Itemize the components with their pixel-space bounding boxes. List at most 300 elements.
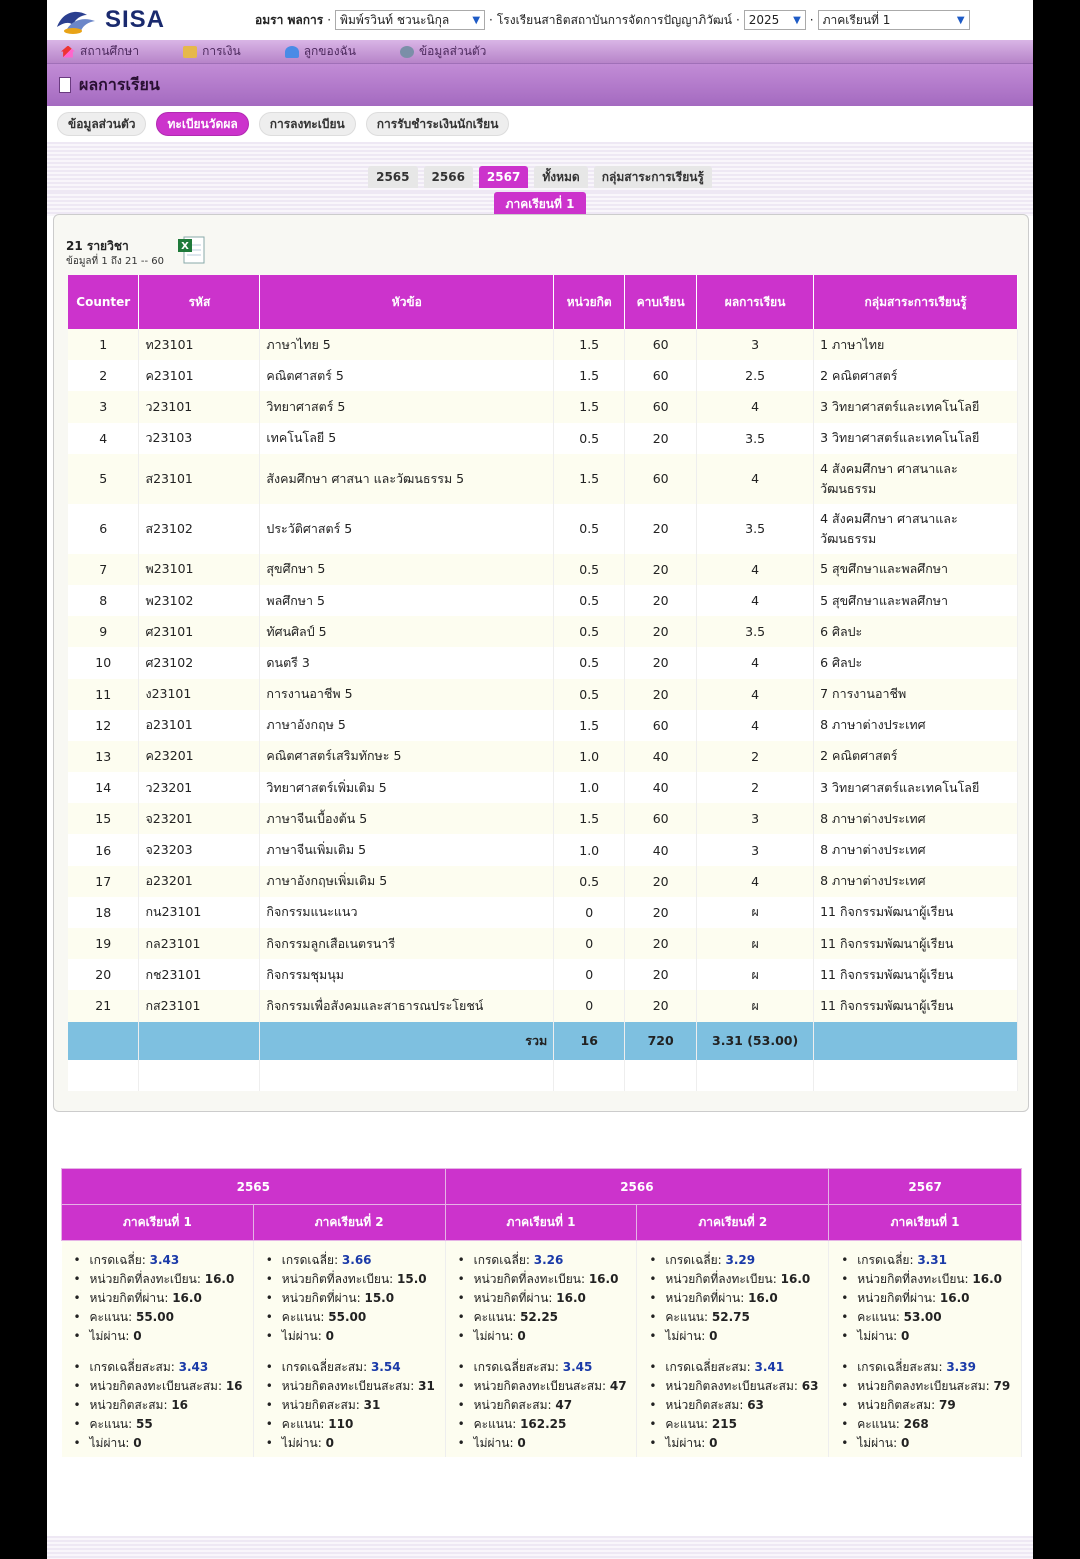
summary-score-label: คะแนน:: [89, 1310, 136, 1324]
cell-result: 2: [697, 741, 814, 772]
summary-gpa-label: เกรดเฉลี่ย:: [89, 1253, 150, 1267]
table-row[interactable]: [68, 866, 1018, 897]
summary-gpa: [839, 1251, 1017, 1270]
summary-cum-gpa-value: 3.41: [754, 1360, 785, 1374]
summary-passed-value: 16.0: [172, 1291, 202, 1305]
cell-subject: เทคโนโลยี 5: [260, 423, 554, 454]
summary-score-value: 52.25: [520, 1310, 559, 1324]
cell-subject-group: 4 สังคมศึกษา ศาสนาและวัฒนธรรม: [814, 454, 1018, 504]
cell-code: จ23201: [139, 803, 260, 834]
summary-passed-label: หน่วยกิตที่ผ่าน:: [281, 1291, 365, 1305]
cell-counter: 11: [68, 679, 139, 710]
cell-subject: วิทยาศาสตร์เพิ่มเติม 5: [260, 772, 554, 803]
cell-subject: พลศึกษา 5: [260, 585, 554, 616]
summary-cum-registered-value: 16: [225, 1379, 243, 1393]
year-tab-2565[interactable]: 2565: [368, 166, 417, 188]
cell-subject: กิจกรรมชุมนุม: [260, 959, 554, 990]
summary-year-2565: 2565: [62, 1169, 446, 1205]
summary-cum-credits: [72, 1396, 249, 1415]
summary-cum-gpa-value: 3.45: [562, 1360, 593, 1374]
col-header-subject-group[interactable]: กลุ่มสาระการเรียนรู้: [814, 275, 1018, 329]
chevron-down-icon: ▼: [472, 14, 481, 26]
cell-subject-group: 2 คณิตศาสตร์: [814, 741, 1018, 772]
summary-cum-score: [839, 1415, 1017, 1434]
cell-counter: 2: [68, 360, 139, 391]
cell-credits: 0.5: [554, 866, 625, 897]
summary-gpa: [456, 1251, 633, 1270]
top-bar: [47, 0, 1033, 40]
cell-code: ศ23102: [139, 647, 260, 678]
summary-cum-score-value: 55: [135, 1417, 153, 1431]
summary-registered: [456, 1270, 633, 1289]
cell-subject-group: 4 สังคมศึกษา ศาสนาและวัฒนธรรม: [814, 504, 1018, 554]
cell-result: 2: [697, 772, 814, 803]
summary-gap: [72, 1346, 249, 1358]
cell-periods: 20: [625, 679, 697, 710]
summary-semester-cell: [445, 1241, 637, 1458]
table-header-row: [68, 275, 1018, 329]
cell-subject: กิจกรรมลูกเสือเนตรนารี: [260, 928, 554, 959]
summary-cum-gpa-value: 3.43: [178, 1360, 209, 1374]
year-tab-2567[interactable]: 2567: [479, 166, 528, 188]
cell-counter: 15: [68, 803, 139, 834]
svg-text:X: X: [181, 241, 189, 252]
summary-gap: [839, 1346, 1017, 1358]
summary-cum-failed-label: ไม่ผ่าน:: [857, 1436, 901, 1450]
cell-periods: 20: [625, 585, 697, 616]
cell-periods: 20: [625, 504, 697, 554]
cell-periods: 20: [625, 647, 697, 678]
table-row[interactable]: [68, 803, 1018, 834]
cell-counter: 18: [68, 897, 139, 928]
col-header-code[interactable]: รหัส: [139, 275, 260, 329]
summary-cum-failed-value: 0: [900, 1436, 910, 1450]
cell-code: ว23103: [139, 423, 260, 454]
summary-cum-credits: [456, 1396, 633, 1415]
summary-cum-failed: [839, 1434, 1017, 1453]
cell-subject: ภาษาอังกฤษเพิ่มเติม 5: [260, 866, 554, 897]
summary-cum-credits-value: 31: [363, 1398, 381, 1412]
summary-score-value: 55.00: [135, 1310, 174, 1324]
cell-code: กส23101: [139, 990, 260, 1021]
cell-subject: ภาษาไทย 5: [260, 329, 554, 360]
cell-subject-group: 6 ศิลปะ: [814, 647, 1018, 678]
summary-gpa-label: เกรดเฉลี่ย:: [665, 1253, 726, 1267]
summary-cum-failed-value: 0: [517, 1436, 526, 1450]
summary-semester-cell: [62, 1241, 254, 1458]
cell-code: กช23101: [139, 959, 260, 990]
table-row[interactable]: [68, 928, 1018, 959]
cell-periods: 60: [625, 360, 697, 391]
col-header-credits[interactable]: หน่วยกิต: [554, 275, 625, 329]
cell-subject: ประวัติศาสตร์ 5: [260, 504, 554, 554]
nav-profile[interactable]: [400, 42, 486, 61]
cell-subject-group: 11 กิจกรรมพัฒนาผู้เรียน: [814, 928, 1018, 959]
summary-cum-score: [647, 1415, 824, 1434]
cell-subject-group: 3 วิทยาศาสตร์และเทคโนโลยี: [814, 772, 1018, 803]
summary-failed: [839, 1327, 1017, 1346]
tab-profile[interactable]: ข้อมูลส่วนตัว: [57, 112, 146, 136]
cell-counter: 12: [68, 710, 139, 741]
table-row[interactable]: [68, 585, 1018, 616]
cell-counter: 9: [68, 616, 139, 647]
summary-cum-failed: [647, 1434, 824, 1453]
cell-code: ง23101: [139, 679, 260, 710]
summary-cum-score-label: คะแนน:: [665, 1417, 712, 1431]
summary-cum-credits-value: 16: [171, 1398, 189, 1412]
empty-cell: [139, 1060, 260, 1091]
summary-passed: [647, 1289, 824, 1308]
nav-school-label: สถานศึกษา: [80, 44, 140, 58]
cell-code: ค23201: [139, 741, 260, 772]
summary-failed: [647, 1327, 824, 1346]
summary-year-row: [62, 1169, 1022, 1205]
tab-assessment[interactable]: ทะเบียนวัดผล: [156, 112, 248, 136]
summary-registered-value: 15.0: [397, 1272, 427, 1286]
chevron-down-icon: ▼: [956, 14, 965, 26]
cell-periods: 20: [625, 928, 697, 959]
summary-list: [839, 1358, 1017, 1453]
summary-passed-value: 15.0: [364, 1291, 395, 1305]
summary-registered: [72, 1270, 249, 1289]
cell-result: ผ: [697, 928, 814, 959]
summary-cum-registered: [72, 1377, 249, 1396]
summary-cum-credits-value: 47: [555, 1398, 573, 1412]
summary-gap: [264, 1346, 441, 1358]
summary-score-value: 53.00: [903, 1310, 942, 1324]
cell-subject-group: 11 กิจกรรมพัฒนาผู้เรียน: [814, 959, 1018, 990]
cell-credits: 0: [554, 990, 625, 1021]
table-row[interactable]: [68, 772, 1018, 803]
cell-credits: 1.5: [554, 329, 625, 360]
bird-logo-icon: [53, 5, 105, 35]
summary-cum-score-value: 110: [328, 1417, 354, 1431]
table-row[interactable]: [68, 990, 1018, 1021]
cell-result: 3: [697, 329, 814, 360]
cell-code: อ23101: [139, 710, 260, 741]
empty-cell: [814, 1060, 1018, 1091]
summary-cum-credits-value: 79: [939, 1398, 956, 1412]
col-header-subject[interactable]: หัวข้อ: [260, 275, 554, 329]
cell-subject: การงานอาชีพ 5: [260, 679, 554, 710]
cell-credits: 0: [554, 897, 625, 928]
separator-dot: ·: [327, 13, 332, 27]
summary-cum-gpa-label: เกรดเฉลี่ยสะสม:: [89, 1360, 179, 1374]
cell-code: อ23201: [139, 866, 260, 897]
summary-cum-gpa-value: 3.39: [946, 1360, 976, 1374]
summary-registered-value: 16.0: [204, 1272, 235, 1286]
empty-cell: [68, 1060, 139, 1091]
summary-gpa-value: 3.66: [341, 1253, 372, 1267]
col-header-periods[interactable]: คาบเรียน: [625, 275, 697, 329]
summary-cum-score-label: คะแนน:: [89, 1417, 136, 1431]
table-row[interactable]: [68, 834, 1018, 865]
col-header-counter[interactable]: Counter: [68, 275, 139, 329]
summary-cum-credits-label: หน่วยกิตสะสม:: [89, 1398, 172, 1412]
summary-cum-registered-value: 47: [609, 1379, 627, 1393]
summary-registered-value: 16.0: [588, 1272, 619, 1286]
summary-failed-label: ไม่ผ่าน:: [665, 1329, 710, 1343]
excel-export-icon[interactable]: [176, 235, 206, 265]
nav-finance[interactable]: [183, 42, 241, 61]
cell-code: ว23101: [139, 391, 260, 422]
record-range: ข้อมูลที่ 1 ถึง 21 -- 60: [66, 256, 165, 267]
summary-registered-label: หน่วยกิตที่ลงทะเบียน:: [857, 1272, 973, 1286]
summary-failed-value: 0: [900, 1329, 910, 1343]
cell-credits: 1.5: [554, 803, 625, 834]
summary-cum-failed: [72, 1434, 249, 1453]
cell-result: 4: [697, 710, 814, 741]
folder-icon: [183, 46, 197, 58]
summary-passed-value: 16.0: [556, 1291, 586, 1305]
cell-subject-group: 1 ภาษาไทย: [814, 329, 1018, 360]
summary-registered: [264, 1270, 441, 1289]
summary-score: [456, 1308, 633, 1327]
tab-payment[interactable]: การรับชำระเงินนักเรียน: [366, 112, 510, 136]
cell-counter: 10: [68, 647, 139, 678]
summary-score-label: คะแนน:: [857, 1310, 904, 1324]
summary-list: [264, 1251, 441, 1346]
empty-cell: [554, 1060, 625, 1091]
summary-passed-label: หน่วยกิตที่ผ่าน:: [89, 1291, 173, 1305]
summary-cum-gpa: [72, 1358, 249, 1377]
cell-subject-group: 7 การงานอาชีพ: [814, 679, 1018, 710]
cell-periods: 20: [625, 866, 697, 897]
summary-list: [456, 1358, 633, 1453]
cell-credits: 0.5: [554, 423, 625, 454]
course-count: 21 รายวิชา: [66, 239, 129, 253]
cell-credits: 1.0: [554, 772, 625, 803]
summary-cum-registered-label: หน่วยกิตลงทะเบียนสะสม:: [473, 1379, 610, 1393]
cell-result: 4: [697, 866, 814, 897]
cell-counter: 6: [68, 504, 139, 554]
separator-dot: ·: [489, 13, 493, 27]
summary-cum-credits: [264, 1396, 441, 1415]
cell-subject-group: 8 ภาษาต่างประเทศ: [814, 710, 1018, 741]
table-row[interactable]: [68, 391, 1018, 422]
cell-subject-group: 5 สุขศึกษาและพลศึกษา: [814, 554, 1018, 585]
student-select-value: พิมพ์รวินท์ ชวนะนิกุล: [340, 12, 450, 27]
tab-registration[interactable]: การลงทะเบียน: [259, 112, 356, 136]
cell-code: กล23101: [139, 928, 260, 959]
cell-credits: 0.5: [554, 554, 625, 585]
summary-registered-label: หน่วยกิตที่ลงทะเบียน:: [281, 1272, 398, 1286]
summary-cum-gpa-label: เกรดเฉลี่ยสะสม:: [857, 1360, 947, 1374]
cell-result: ผ: [697, 897, 814, 928]
table-row[interactable]: [68, 679, 1018, 710]
cell-credits: 0.5: [554, 504, 625, 554]
table-row[interactable]: [68, 897, 1018, 928]
cell-code: พ23101: [139, 554, 260, 585]
col-header-result[interactable]: ผลการเรียน: [697, 275, 814, 329]
cell-result: 3.5: [697, 504, 814, 554]
summary-cum-score: [456, 1415, 633, 1434]
summary-cum-gpa: [456, 1358, 633, 1377]
table-row[interactable]: [68, 710, 1018, 741]
summary-failed: [264, 1327, 441, 1346]
summary-cum-credits: [839, 1396, 1017, 1415]
year-tab-2566[interactable]: 2566: [424, 166, 473, 188]
page: [47, 0, 1033, 1559]
year-tabs: [47, 162, 1033, 192]
cell-result: 4: [697, 585, 814, 616]
total-label: รวม: [260, 1022, 554, 1060]
summary-score-label: คะแนน:: [473, 1310, 521, 1324]
summary-list: [264, 1358, 441, 1453]
nav-finance-label: การเงิน: [202, 44, 241, 58]
summary-failed: [72, 1327, 249, 1346]
cell-credits: 1.5: [554, 391, 625, 422]
table-row[interactable]: [68, 329, 1018, 360]
summary-gpa-label: เกรดเฉลี่ย:: [473, 1253, 534, 1267]
cell-subject-group: 8 ภาษาต่างประเทศ: [814, 834, 1018, 865]
summary-cum-gpa-label: เกรดเฉลี่ยสะสม:: [473, 1360, 563, 1374]
summary-gap: [647, 1346, 824, 1358]
table-row[interactable]: [68, 959, 1018, 990]
table-row[interactable]: [68, 647, 1018, 678]
summary-cum-gpa-label: เกรดเฉลี่ยสะสม:: [281, 1360, 371, 1374]
semester-select-value: ภาคเรียนที่ 1: [822, 12, 891, 27]
sisa-logo[interactable]: [53, 5, 243, 35]
summary-cum-registered-label: หน่วยกิตลงทะเบียนสะสม:: [89, 1379, 226, 1393]
cell-result: 4: [697, 391, 814, 422]
table-row[interactable]: [68, 504, 1018, 554]
summary-cum-credits-label: หน่วยกิตสะสม:: [857, 1398, 939, 1412]
summary-registered-value: 16.0: [972, 1272, 1003, 1286]
summary-cum-score-value: 268: [903, 1417, 929, 1431]
summary-year-2566: 2566: [445, 1169, 829, 1205]
cell-result: 4: [697, 554, 814, 585]
semester-tab-1[interactable]: ภาคเรียนที่ 1: [494, 192, 587, 216]
summary-gpa-value: 3.26: [533, 1253, 564, 1267]
cell-result: ผ: [697, 959, 814, 990]
nav-school[interactable]: [61, 42, 139, 61]
cell-subject-group: 3 วิทยาศาสตร์และเทคโนโลยี: [814, 391, 1018, 422]
summary-cum-score-label: คะแนน:: [857, 1417, 904, 1431]
cell-subject-group: 6 ศิลปะ: [814, 616, 1018, 647]
cell-code: ท23101: [139, 329, 260, 360]
cell-credits: 0: [554, 959, 625, 990]
year-tab-all[interactable]: ทั้งหมด: [534, 166, 587, 188]
summary-passed: [264, 1289, 441, 1308]
year-select[interactable]: [744, 10, 806, 30]
cell-counter: 14: [68, 772, 139, 803]
summary-cum-registered-value: 63: [801, 1379, 819, 1393]
summary-cum-registered: [264, 1377, 441, 1396]
summary-gpa-value: 3.43: [149, 1253, 180, 1267]
grades-panel: [53, 214, 1029, 1112]
year-select-value: 2025: [748, 13, 780, 27]
gear-icon: [400, 46, 414, 58]
cell-credits: 0.5: [554, 585, 625, 616]
table-row[interactable]: [68, 423, 1018, 454]
table-row[interactable]: [68, 360, 1018, 391]
cell-periods: 60: [625, 803, 697, 834]
summary-cum-score: [72, 1415, 249, 1434]
cell-subject: คณิตศาสตร์เสริมทักษะ 5: [260, 741, 554, 772]
summary-cum-score-label: คะแนน:: [281, 1417, 329, 1431]
summary-cum-gpa: [647, 1358, 824, 1377]
summary-list: [839, 1251, 1017, 1346]
grades-table: [68, 275, 1018, 1091]
summary-list: [72, 1358, 249, 1453]
cell-periods: 40: [625, 834, 697, 865]
stripe-divider: [47, 142, 1033, 162]
table-row[interactable]: [68, 616, 1018, 647]
summary-passed: [456, 1289, 633, 1308]
user-icon: [285, 46, 299, 58]
logo-text: SISA: [105, 6, 166, 33]
summary-passed: [839, 1289, 1017, 1308]
summary-semester-row: [62, 1205, 1022, 1241]
cell-periods: 60: [625, 391, 697, 422]
cell-result: 4: [697, 647, 814, 678]
page-title: ผลการเรียน: [79, 74, 160, 94]
user-name: อมรา พลการ: [255, 12, 324, 27]
cell-periods: 20: [625, 990, 697, 1021]
summary-cum-credits-label: หน่วยกิตสะสม:: [473, 1398, 556, 1412]
summary-cum-registered: [647, 1377, 824, 1396]
summary-passed-label: หน่วยกิตที่ผ่าน:: [665, 1291, 749, 1305]
cell-result: 3: [697, 803, 814, 834]
summary-cum-registered-label: หน่วยกิตลงทะเบียนสะสม:: [281, 1379, 419, 1393]
cell-credits: 1.0: [554, 741, 625, 772]
table-row[interactable]: [68, 454, 1018, 504]
semester-select[interactable]: [818, 10, 970, 30]
cell-subject: ดนตรี 3: [260, 647, 554, 678]
summary-cum-registered-value: 79: [993, 1379, 1011, 1393]
table-empty-row: [68, 1060, 1018, 1091]
student-select[interactable]: [335, 10, 485, 30]
cell-subject-group: 5 สุขศึกษาและพลศึกษา: [814, 585, 1018, 616]
table-row[interactable]: [68, 741, 1018, 772]
summary-cum-failed-label: ไม่ผ่าน:: [89, 1436, 134, 1450]
summary-semester: ภาคเรียนที่ 1: [445, 1205, 637, 1241]
cell-code: ส23102: [139, 504, 260, 554]
separator-dot: ·: [735, 13, 740, 27]
total-empty-cell: [68, 1022, 139, 1060]
summary-passed: [72, 1289, 249, 1308]
summary-cum-score-label: คะแนน:: [473, 1417, 521, 1431]
cell-counter: 8: [68, 585, 139, 616]
cell-subject-group: 2 คณิตศาสตร์: [814, 360, 1018, 391]
summary-cum-registered-label: หน่วยกิตลงทะเบียนสะสม:: [665, 1379, 802, 1393]
cell-credits: 0.5: [554, 647, 625, 678]
summary-cum-score: [264, 1415, 441, 1434]
summary-cum-gpa-value: 3.54: [370, 1360, 401, 1374]
year-tab-subject-group[interactable]: กลุ่มสาระการเรียนรู้: [594, 166, 712, 188]
summary-cum-registered-label: หน่วยกิตลงทะเบียนสะสม:: [857, 1379, 994, 1393]
table-row[interactable]: [68, 554, 1018, 585]
summary-failed: [456, 1327, 633, 1346]
summary-score: [647, 1308, 824, 1327]
cell-counter: 21: [68, 990, 139, 1021]
summary-cum-gpa: [839, 1358, 1017, 1377]
cell-subject: คณิตศาสตร์ 5: [260, 360, 554, 391]
summary-semester-cell: [253, 1241, 445, 1458]
total-credits: 16: [554, 1022, 625, 1060]
summary-registered-label: หน่วยกิตที่ลงทะเบียน:: [473, 1272, 589, 1286]
cell-code: กน23101: [139, 897, 260, 928]
summary-table: [61, 1168, 1022, 1457]
total-empty-cell: [814, 1022, 1018, 1060]
summary-year-2567: 2567: [829, 1169, 1022, 1205]
empty-cell: [260, 1060, 554, 1091]
cell-subject: สุขศึกษา 5: [260, 554, 554, 585]
summary-gpa: [72, 1251, 249, 1270]
cell-subject: ภาษาจีนเบื้องต้น 5: [260, 803, 554, 834]
nav-my-child[interactable]: [285, 42, 356, 61]
